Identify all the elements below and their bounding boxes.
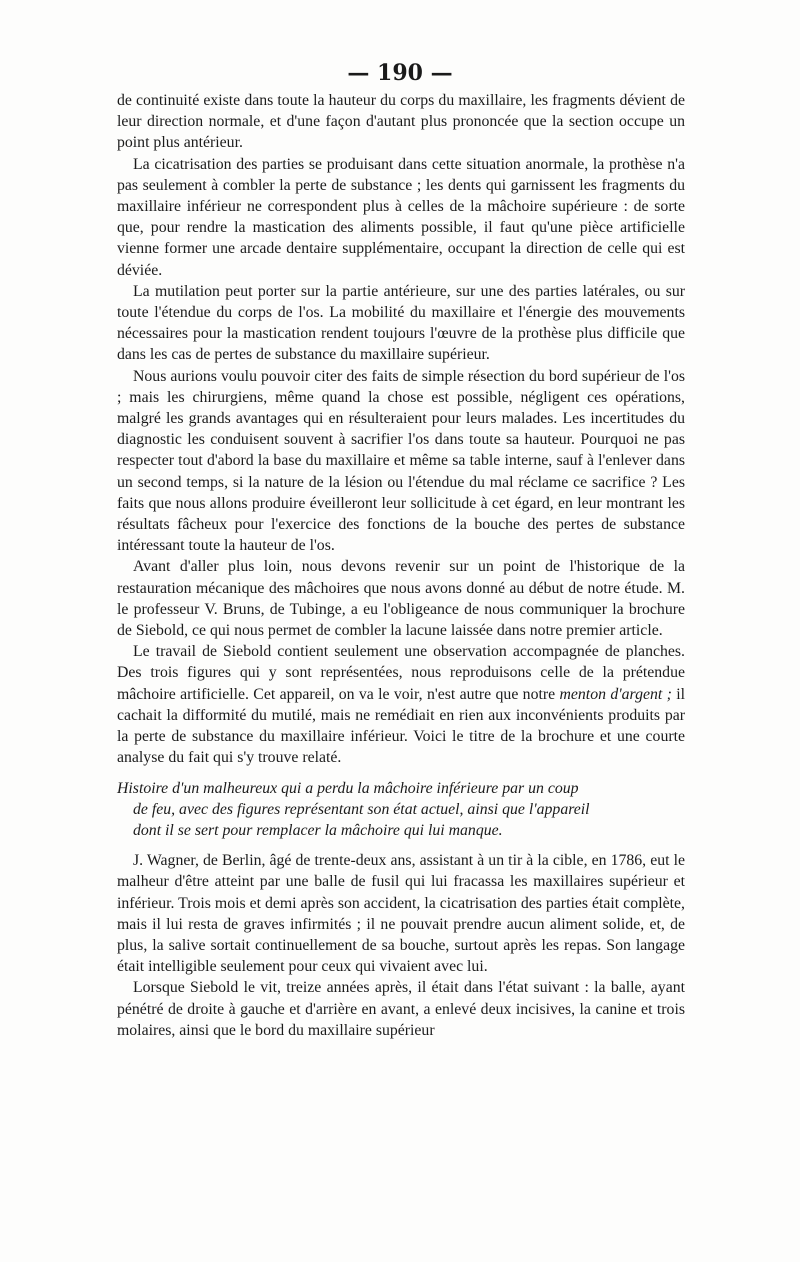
- paragraph-siebold: [117, 641, 685, 768]
- siebold-text-after: il cachait la difformité du mutilé, mais ne remédiait en rien aux inconvénients produits par la perte de substance du maxillaire inférieur. Voici le titre de la brochure et une courte analyse du fait qui s'y trouve relaté.: [117, 685, 685, 767]
- paragraph-mutilation: La mutilation peut porter sur la partie antérieure, sur une des parties latérales, ou sur toute l'étendue du corps de l'os. La mobilité du maxillaire et l'énergie des mouvements nécessaires pour la mastication rendent toujours l'œuvre de la prothèse plus difficile que dans les cas de pertes de substance du maxillaire supérieur.: [117, 282, 685, 364]
- paragraph-historique: Avant d'aller plus loin, nous devons revenir sur un point de l'historique de la restauration mécanique des mâchoires que nous avons donné au début de notre étude. M. le professeur V. Bruns, de Tubinge, a eu l'obligeance de nous communiquer la brochure de Siebold, ce qui nous permet de combler la lacune laissée dans notre premier article.: [117, 558, 685, 640]
- paragraph-wagner: J. Wagner, de Berlin, âgé de trente-deux ans, assistant à un tir à la cible, en 1786, eut le malheur d'être atteint par une balle de fusil qui lui fracassa les maxillaires supérieur et inférieur. Trois mois et demi après son accident, la cicatrisation des parties était complète, mais il lui resta de graves infirmités ; il ne pouvait prendre aucun aliment solide, et, de plus, la salive sortait continuellement de sa bouche, surtout après les repas. Son langage était intelligible seulement pour ceux qui vivaient avec lui.: [117, 852, 685, 976]
- brochure-title-line-2: de feu, avec des figures représentant son état actuel, ainsi que l'appareil: [133, 800, 590, 818]
- page-number: — 190 —: [347, 60, 453, 86]
- siebold-emphasis: menton d'argent ;: [559, 685, 672, 703]
- paragraph-lorsque: Lorsque Siebold le vit, treize années après, il était dans l'état suivant : la balle, ayant pénétré de droite à gauche et d'arrière en avant, a enlevé deux incisives, la canine et trois molaires, ainsi que le bord du maxillaire supérieur: [117, 979, 685, 1039]
- paragraph-continuation: de continuité existe dans toute la hauteur du corps du maxillaire, les fragments dévient de leur direction normale, et d'une façon d'autant plus prononcée que la section occupe un point plus antérieur.: [117, 92, 685, 152]
- brochure-title: [117, 778, 685, 842]
- siebold-text-before: Le travail de Siebold contient seulement une observation accompagnée de planches. Des trois figures qui y sont représentées, nous reproduisons celle de la prétendue mâchoire artificielle. Cet appareil, on va le voir, n'est autre que notre: [117, 643, 685, 703]
- brochure-title-line-3: dont il se sert pour remplacer la mâchoire qui lui manque.: [133, 821, 503, 839]
- brochure-title-line-1: Histoire d'un malheureux qui a perdu la mâchoire inférieure par un coup: [117, 779, 579, 797]
- paragraph-resection: Nous aurions voulu pouvoir citer des faits de simple résection du bord supérieur de l'os ; mais les chirurgiens, même quand la chose est possible, négligent ces opérations, malgré les grands avantages qui en résulteraient pour leurs malades. Les incertitudes du diagnostic les conduisent souvent à sacrifier l'os dans toute sa hauteur. Pourquoi ne pas respecter tout d'abord la base du maxillaire et même sa table interne, sauf à l'enlever dans un second temps, si la nature de la lésion ou l'étendue du mal réclame ce sacrifice ? Les faits que nous allons produire éveilleront leur sollicitude à cet égard, en leur montrant les résultats fâcheux pour l'exercice des fonctions de la bouche des pertes de substance intéressant toute la hauteur de l'os.: [117, 367, 685, 555]
- paragraph-cicatrisation: La cicatrisation des parties se produisant dans cette situation anormale, la prothèse n'a pas seulement à combler la perte de substance ; les dents qui garnissent les fragments du maxillaire inférieur ne correspondent plus à celles de la mâchoire supérieure : de sorte que, pour rendre la mastication des aliments possible, il faut qu'une pièce artificielle vienne former une arcade dentaire supplémentaire, occupant la direction de celle qui est déviée.: [117, 155, 685, 279]
- body-text: [117, 90, 685, 1041]
